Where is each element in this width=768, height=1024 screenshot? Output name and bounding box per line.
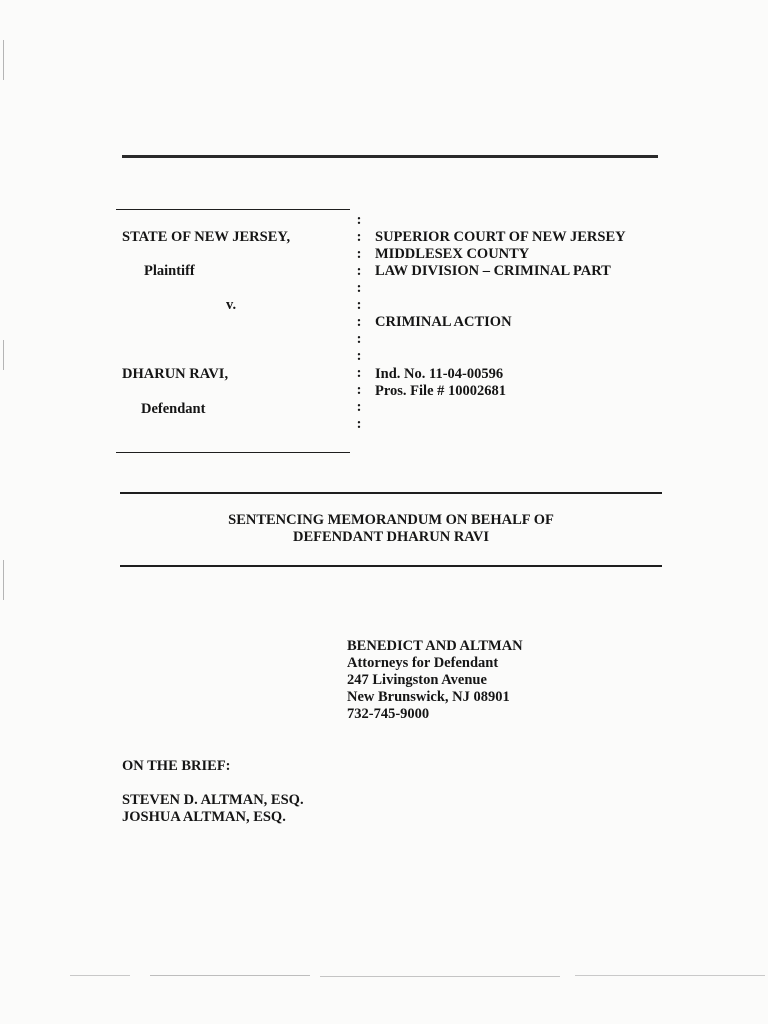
scan-artifact [320, 976, 560, 977]
colon: : [356, 331, 362, 347]
scan-artifact [575, 975, 765, 976]
brief-attorney-1: STEVEN D. ALTMAN, ESQ. [122, 792, 304, 808]
document-title-line-1: SENTENCING MEMORANDUM ON BEHALF OF [228, 512, 554, 528]
plaintiff-name: STATE OF NEW JERSEY, [122, 229, 291, 245]
scan-mark [3, 560, 4, 600]
court-line-1: SUPERIOR COURT OF NEW JERSEY [375, 229, 626, 245]
defendant-role: Defendant [141, 401, 206, 417]
defendant-name: DHARUN RAVI, [122, 366, 229, 382]
colon: : [356, 246, 362, 262]
plaintiff-role: Plaintiff [144, 263, 195, 279]
prosecutor-file-number: Pros. File # 10002681 [375, 383, 507, 399]
versus-label: v. [226, 297, 237, 313]
criminal-action: CRIMINAL ACTION [375, 314, 512, 330]
colon: : [356, 212, 362, 228]
colon: : [356, 416, 362, 432]
colon: : [356, 314, 362, 330]
court-line-2: MIDDLESEX COUNTY [375, 246, 530, 262]
colon: : [356, 382, 362, 398]
scan-artifact [150, 975, 310, 976]
court-line-3: LAW DIVISION – CRIMINAL PART [375, 263, 611, 279]
indictment-number: Ind. No. 11-04-00596 [375, 366, 504, 382]
brief-attorney-2: JOSHUA ALTMAN, ESQ. [122, 809, 286, 825]
colon: : [356, 280, 362, 296]
brief-heading: ON THE BRIEF: [122, 758, 231, 774]
scan-mark [3, 340, 4, 370]
firm-city: New Brunswick, NJ 08901 [347, 689, 510, 705]
firm-role: Attorneys for Defendant [347, 655, 499, 671]
title-top-rule [120, 492, 662, 494]
firm-street: 247 Livingston Avenue [347, 672, 487, 688]
colon: : [356, 365, 362, 381]
firm-name: BENEDICT AND ALTMAN [347, 638, 523, 654]
colon: : [356, 297, 362, 313]
scan-artifact [70, 975, 130, 976]
scan-mark [3, 40, 4, 80]
firm-phone: 732-745-9000 [347, 706, 430, 722]
colon: : [356, 229, 362, 245]
caption-top-rule [116, 209, 350, 210]
caption-bottom-rule [116, 452, 350, 453]
caption-colon-column [355, 212, 363, 433]
colon: : [356, 399, 362, 415]
top-rule [122, 155, 658, 158]
title-bottom-rule [120, 565, 662, 567]
colon: : [356, 348, 362, 364]
colon: : [356, 263, 362, 279]
document-title-line-2: DEFENDANT DHARUN RAVI [292, 529, 490, 545]
